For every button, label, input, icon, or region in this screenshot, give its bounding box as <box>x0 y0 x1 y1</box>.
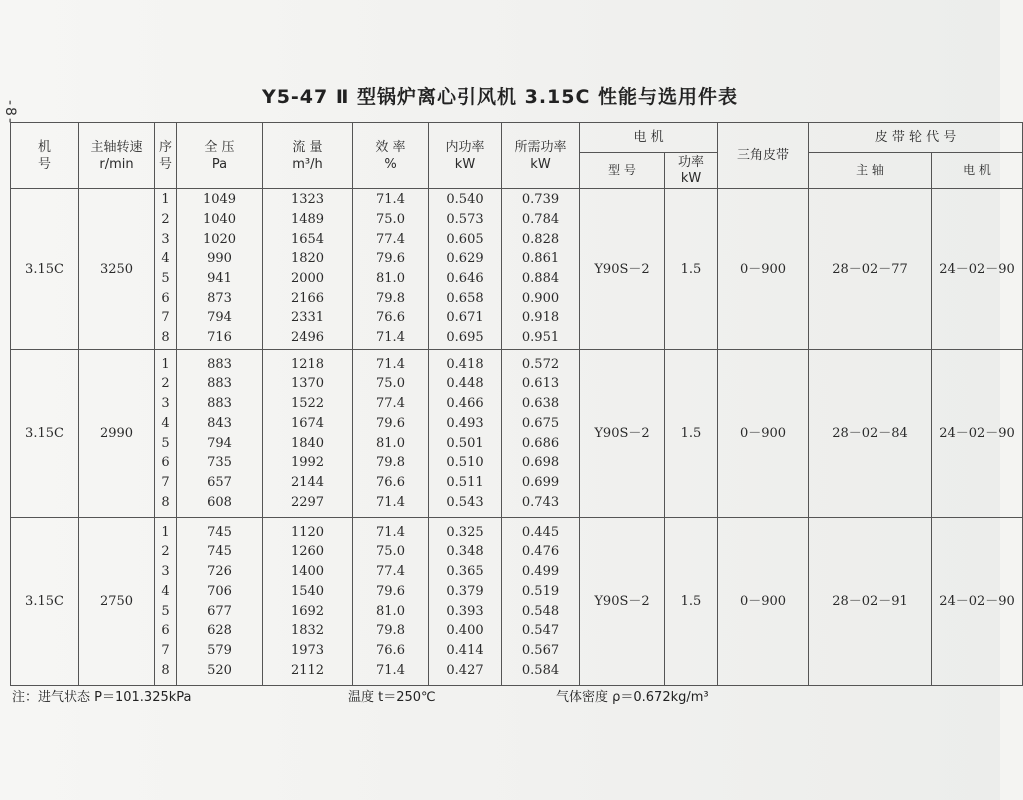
footnote-density: 气体密度 ρ＝0.672kg/m³ <box>556 690 709 705</box>
header-required-power: 所需功率 kW <box>502 123 580 189</box>
group-3-belt: 0－900 <box>718 518 809 686</box>
group-3-pressure: 745 745 726 706 677 628 579 520 <box>177 518 263 686</box>
group-2-model: 3.15C <box>11 350 79 518</box>
group-3-internal-power: 0.325 0.348 0.365 0.379 0.393 0.400 0.414 0.427 <box>429 518 502 686</box>
table-title: Y5-47 Ⅱ 型锅炉离心引风机 3.15C 性能与选用件表 <box>261 86 739 108</box>
header-pulley-motor: 电 机 <box>932 153 1023 189</box>
header-motor-type: 型 号 <box>580 153 665 189</box>
group-3-flow: 1120 1260 1400 1540 1692 1832 1973 2112 <box>263 518 353 686</box>
header-model: 机 号 <box>11 123 79 189</box>
group-1-pressure: 1049 1040 1020 990 941 873 794 716 <box>177 189 263 350</box>
group-2-required-power: 0.572 0.613 0.638 0.675 0.686 0.698 0.699 0.743 <box>502 350 580 518</box>
group-1-pulley-main: 28－02－77 <box>809 189 932 350</box>
header-pressure: 全 压 Pa <box>177 123 263 189</box>
header-motor: 电 机 <box>580 123 718 153</box>
group-3-motor-power: 1.5 <box>665 518 718 686</box>
footnote-temperature: 温度 t＝250℃ <box>348 690 436 705</box>
group-2-speed: 2990 <box>79 350 155 518</box>
group-1-seq: 1 2 3 4 5 6 7 8 <box>155 189 177 350</box>
group-2-motor-power: 1.5 <box>665 350 718 518</box>
group-1-belt: 0－900 <box>718 189 809 350</box>
group-3-efficiency: 71.4 75.0 77.4 79.6 81.0 79.8 76.6 71.4 <box>353 518 429 686</box>
group-1-speed: 3250 <box>79 189 155 350</box>
header-pulley-main: 主 轴 <box>809 153 932 189</box>
group-3-model: 3.15C <box>11 518 79 686</box>
group-1-required-power: 0.739 0.784 0.828 0.861 0.884 0.900 0.918 0.951 <box>502 189 580 350</box>
page-number-mark: -8- <box>2 100 18 126</box>
header-internal-power: 内功率 kW <box>429 123 502 189</box>
group-2-seq: 1 2 3 4 5 6 7 8 <box>155 350 177 518</box>
header-flow: 流 量 m³/h <box>263 123 353 189</box>
group-1-flow: 1323 1489 1654 1820 2000 2166 2331 2496 <box>263 189 353 350</box>
group-row-1 <box>11 189 1023 350</box>
header-pulley: 皮 带 轮 代 号 <box>809 123 1023 153</box>
group-1-efficiency: 71.4 75.0 77.4 79.6 81.0 79.8 76.6 71.4 <box>353 189 429 350</box>
group-1-internal-power: 0.540 0.573 0.605 0.629 0.646 0.658 0.671 0.695 <box>429 189 502 350</box>
group-2-motor-type: Y90S－2 <box>580 350 665 518</box>
header-belt: 三角皮带 <box>718 123 809 189</box>
group-2-belt: 0－900 <box>718 350 809 518</box>
group-1-model: 3.15C <box>11 189 79 350</box>
group-3-pulley-main: 28－02－91 <box>809 518 932 686</box>
group-3-seq: 1 2 3 4 5 6 7 8 <box>155 518 177 686</box>
group-2-pulley-motor: 24－02－90 <box>932 350 1023 518</box>
group-3-required-power: 0.445 0.476 0.499 0.519 0.548 0.547 0.567 0.584 <box>502 518 580 686</box>
header-seq: 序 号 <box>155 123 177 189</box>
group-2-pressure: 883 883 883 843 794 735 657 608 <box>177 350 263 518</box>
group-2-flow: 1218 1370 1522 1674 1840 1992 2144 2297 <box>263 350 353 518</box>
header-motor-power: 功率 kW <box>665 153 718 189</box>
group-3-motor-type: Y90S－2 <box>580 518 665 686</box>
group-2-efficiency: 71.4 75.0 77.4 79.6 81.0 79.8 76.6 71.4 <box>353 350 429 518</box>
group-3-speed: 2750 <box>79 518 155 686</box>
group-1-motor-type: Y90S－2 <box>580 189 665 350</box>
footnote-intake: 注：进气状态 P＝101.325kPa <box>12 690 192 705</box>
group-row-3 <box>11 518 1023 686</box>
group-1-pulley-motor: 24－02－90 <box>932 189 1023 350</box>
group-row-2 <box>11 350 1023 518</box>
group-3-pulley-motor: 24－02－90 <box>932 518 1023 686</box>
header-speed: 主轴转速 r/min <box>79 123 155 189</box>
performance-table <box>10 122 1023 686</box>
header-efficiency: 效 率 % <box>353 123 429 189</box>
group-1-motor-power: 1.5 <box>665 189 718 350</box>
group-2-internal-power: 0.418 0.448 0.466 0.493 0.501 0.510 0.511 0.543 <box>429 350 502 518</box>
group-2-pulley-main: 28－02－84 <box>809 350 932 518</box>
